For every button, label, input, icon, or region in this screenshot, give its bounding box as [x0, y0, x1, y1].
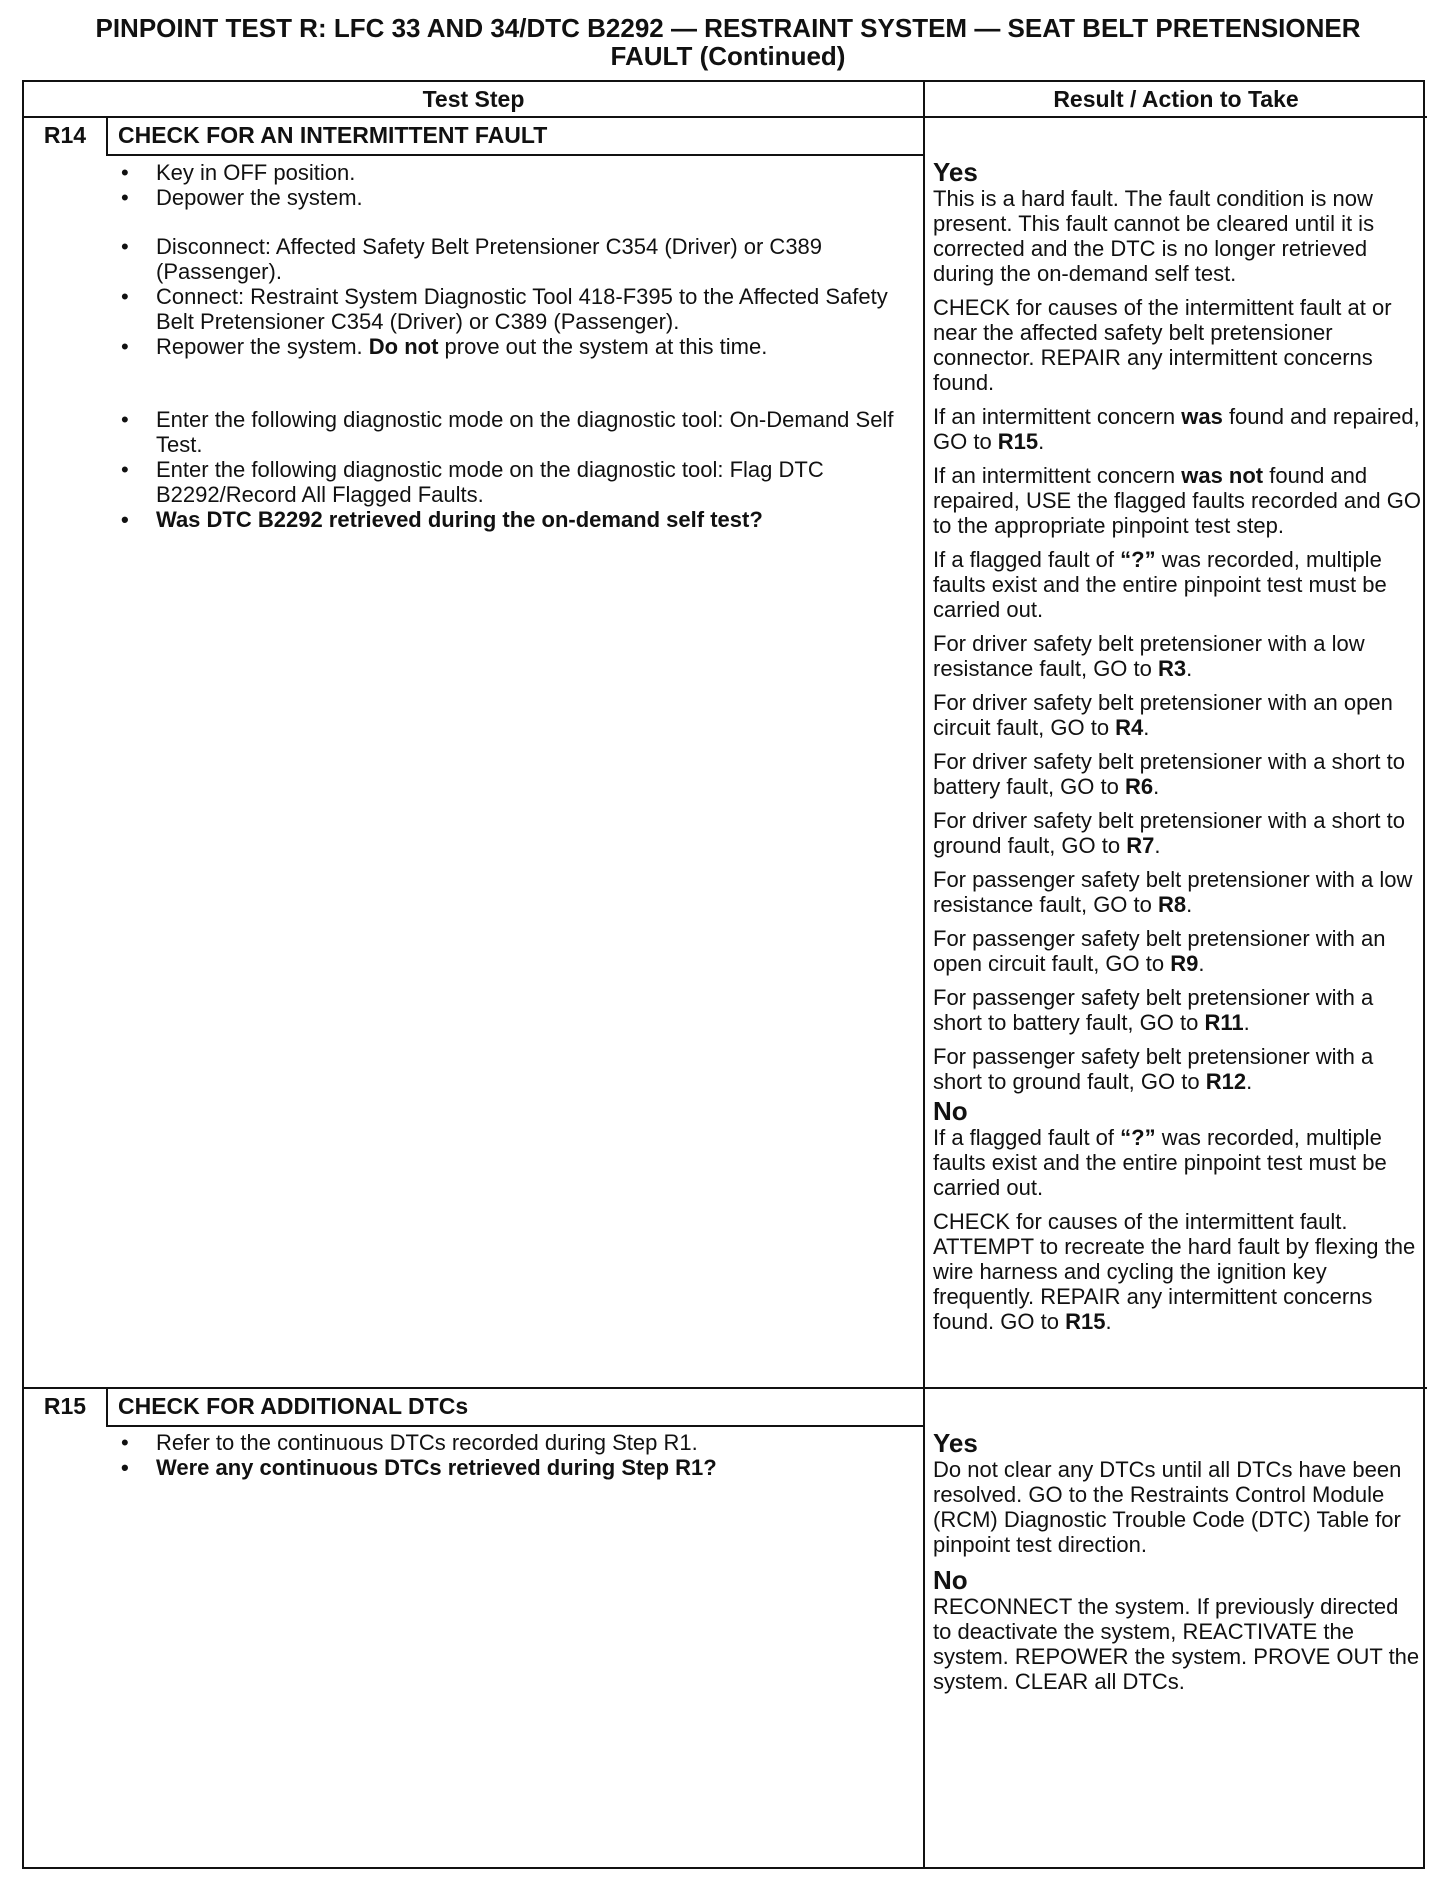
list-item: • Depower the system.: [119, 185, 909, 210]
step-title-r15: CHECK FOR ADDITIONAL DTCs: [118, 1393, 469, 1419]
step-heading-rule: [106, 154, 923, 156]
list-item: • Repower the system. Do not prove out the system at this time.: [119, 334, 909, 359]
goto-item: For driver safety belt pretensioner with an open circuit fault, GO to R4.: [933, 690, 1393, 740]
goto-item: For driver safety belt pretensioner with a low resistance fault, GO to R3.: [933, 631, 1365, 681]
r14-test-steps: [119, 160, 909, 532]
pinpoint-test-table: [22, 80, 1425, 1869]
yes-label: Yes: [933, 1428, 978, 1458]
no-label: No: [933, 1565, 968, 1595]
list-item: • Refer to the continuous DTCs recorded during Step R1.: [119, 1430, 909, 1455]
result-text: If a flagged fault of “?” was recorded, multiple faults exist and the entire pinpoint test must be carried out.: [933, 547, 1387, 622]
result-text: Do not clear any DTCs until all DTCs have been resolved. GO to the Restraints Control Module (RCM) Diagnostic Trouble Code (DTC) Table for pinpoint test direction.: [933, 1457, 1402, 1557]
title-line-2: FAULT (Continued): [610, 41, 846, 71]
result-text: If a flagged fault of “?” was recorded, multiple faults exist and the entire pinpoint test must be carried out.: [933, 1125, 1387, 1200]
list-item-question: • Was DTC B2292 retrieved during the on-demand self test?: [119, 507, 909, 532]
list-item-question: • Were any continuous DTCs retrieved during Step R1?: [119, 1455, 909, 1480]
r15-results: [933, 1429, 1421, 1703]
result-text: CHECK for causes of the intermittent fault at or near the affected safety belt pretensioner connector. REPAIR any intermittent concerns found.: [933, 295, 1392, 395]
title-line-1: PINPOINT TEST R: LFC 33 AND 34/DTC B2292 — RESTRAINT SYSTEM — SEAT BELT PRETENSIONER: [95, 13, 1361, 43]
column-header-test-step: Test Step: [422, 86, 525, 112]
list-item: • Enter the following diagnostic mode on the diagnostic tool: On-Demand Self Test.: [119, 407, 909, 457]
list-item: • Connect: Restraint System Diagnostic Tool 418-F395 to the Affected Safety Belt Pretensioner C354 (Driver) or C389 (Passenger).: [119, 284, 909, 334]
goto-item: For passenger safety belt pretensioner with a short to battery fault, GO to R11.: [933, 985, 1374, 1035]
list-item: • Disconnect: Affected Safety Belt Pretensioner C354 (Driver) or C389 (Passenger).: [119, 234, 909, 284]
goto-item: For passenger safety belt pretensioner with a low resistance fault, GO to R8.: [933, 867, 1413, 917]
column-header-result: Result / Action to Take: [1053, 86, 1299, 112]
yes-label: Yes: [933, 157, 978, 187]
result-text: This is a hard fault. The fault condition is now present. This fault cannot be cleared until it is corrected and the DTC is no longer retrieved during the on-demand self test.: [933, 186, 1375, 286]
goto-item: For passenger safety belt pretensioner with an open circuit fault, GO to R9.: [933, 926, 1386, 976]
no-label: No: [933, 1096, 968, 1126]
list-item: • Enter the following diagnostic mode on the diagnostic tool: Flag DTC B2292/Record All Flagged Faults.: [119, 457, 909, 507]
goto-item: For passenger safety belt pretensioner with a short to ground fault, GO to R12.: [933, 1044, 1374, 1094]
page-title: [0, 14, 1456, 70]
result-text: CHECK for causes of the intermittent fault. ATTEMPT to recreate the hard fault by flexing the wire harness and cycling the ignition key frequently. REPAIR any intermittent concerns found. GO to R15.: [933, 1209, 1416, 1334]
goto-item: For driver safety belt pretensioner with a short to battery fault, GO to R6.: [933, 749, 1405, 799]
list-item: • Key in OFF position.: [119, 160, 909, 185]
result-text: If an intermittent concern was found and repaired, GO to R15.: [933, 404, 1420, 454]
result-text: RECONNECT the system. If previously directed to deactivate the system, REACTIVATE the system. REPOWER the system. PROVE OUT the system. CLEAR all DTCs.: [933, 1594, 1420, 1694]
step-id-r15: R15: [43, 1393, 87, 1419]
step-heading-rule: [106, 1425, 923, 1427]
step-title-r14: CHECK FOR AN INTERMITTENT FAULT: [118, 122, 548, 148]
goto-item: For driver safety belt pretensioner with a short to ground fault, GO to R7.: [933, 808, 1405, 858]
column-divider: [923, 82, 925, 1867]
step-id-r14: R14: [43, 122, 87, 148]
result-text: If an intermittent concern was not found and repaired, USE the flagged faults recorded and GO to the appropriate pinpoint test step.: [933, 463, 1421, 538]
r15-test-steps: [119, 1430, 909, 1480]
r14-results: [933, 158, 1421, 1343]
